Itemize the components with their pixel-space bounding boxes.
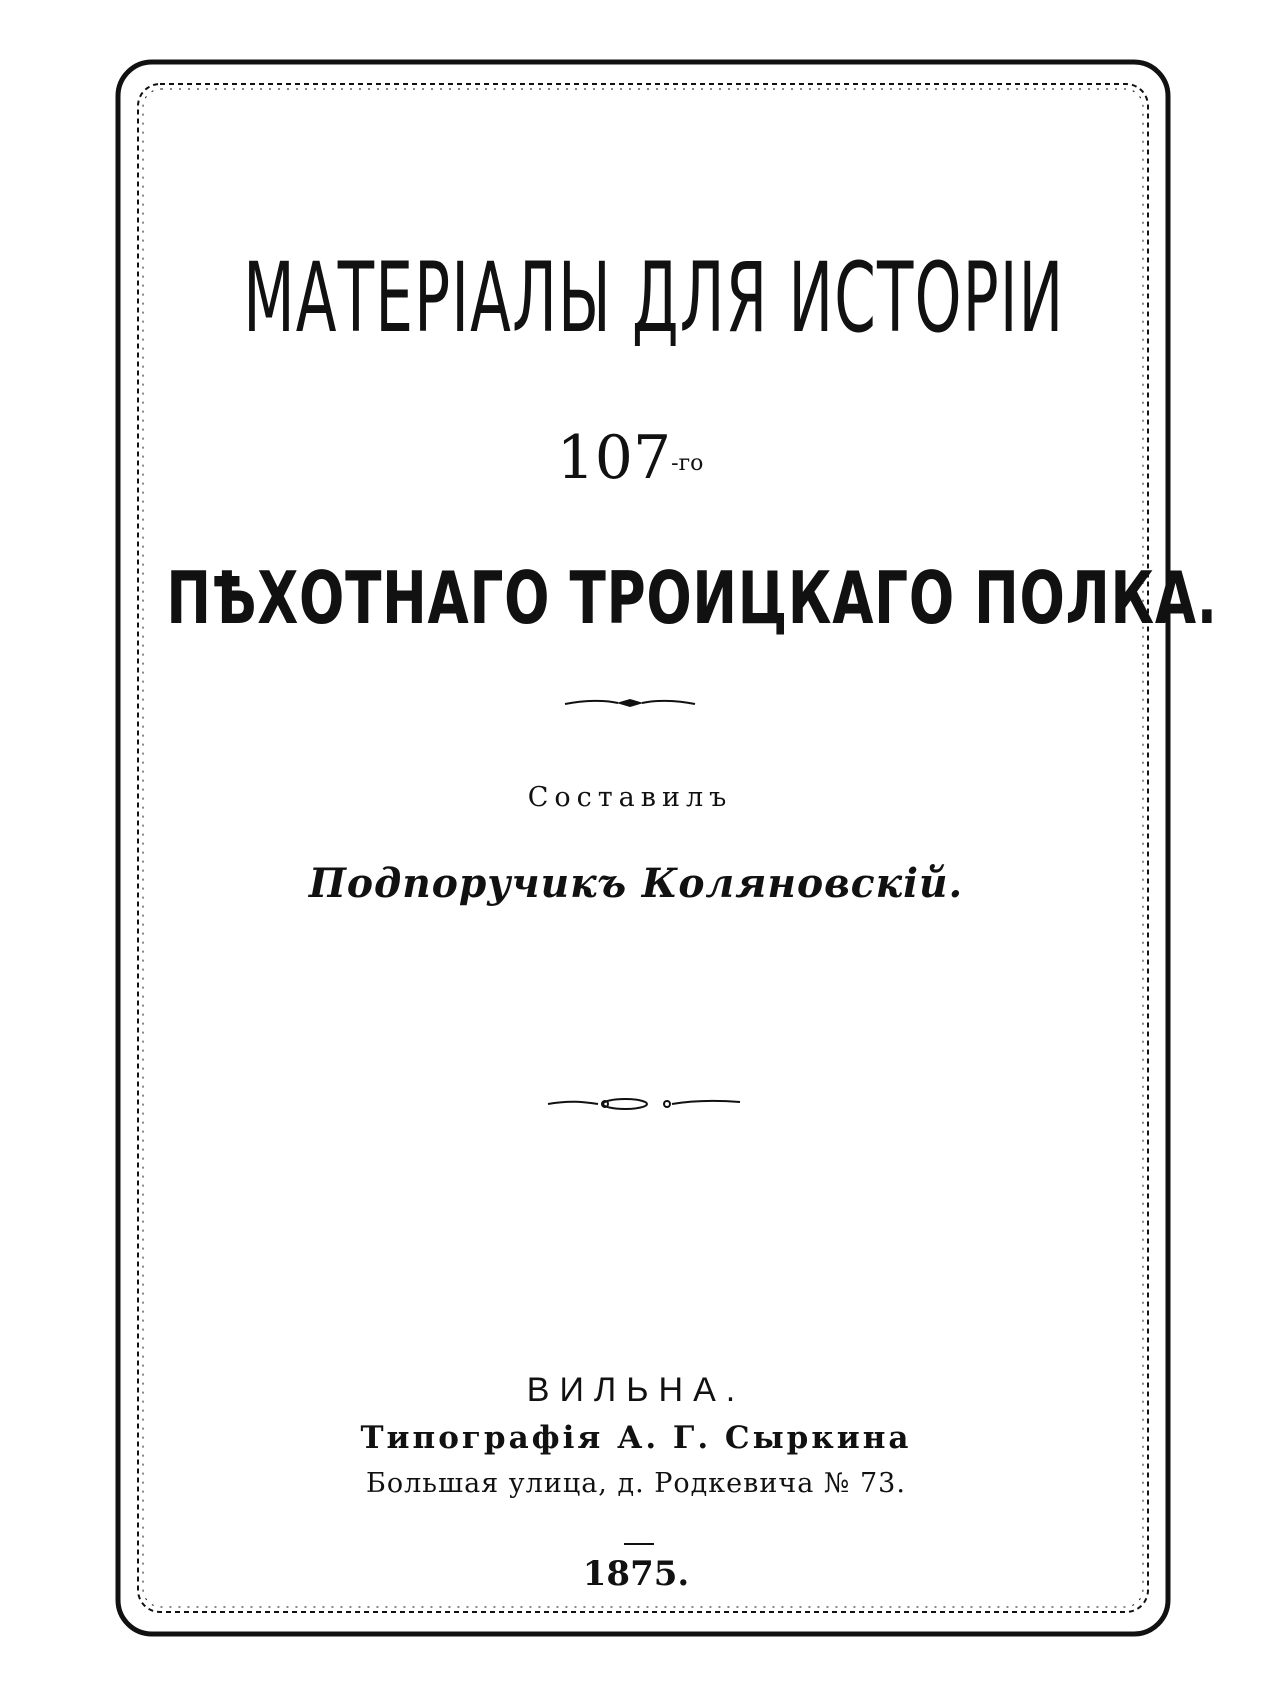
title-line-1: МАТЕРІАЛЫ ДЛЯ ИСТОРІИ	[243, 242, 1065, 354]
compiled-by: Составилъ	[527, 782, 733, 813]
publication-year: 1875.	[582, 1554, 690, 1594]
regiment-number-value: 107	[556, 423, 672, 493]
regiment-number-suffix: -го	[671, 451, 704, 476]
printer-name: Типографія А. Г. Сыркина	[360, 1420, 912, 1456]
title-line-2: ПѢХОТНАГО ТРОИЦКАГО ПОЛКА.	[166, 556, 1218, 640]
author-name: Подпоручикъ Коляновскій.	[308, 860, 964, 907]
regiment-number	[0, 418, 1270, 498]
printer-address: Большая улица, д. Родкевича № 73.	[366, 1468, 906, 1499]
publication-city: ВИЛЬНА.	[526, 1371, 746, 1409]
ornament-divider-1	[565, 700, 695, 706]
ornament-divider-2	[548, 1099, 740, 1109]
